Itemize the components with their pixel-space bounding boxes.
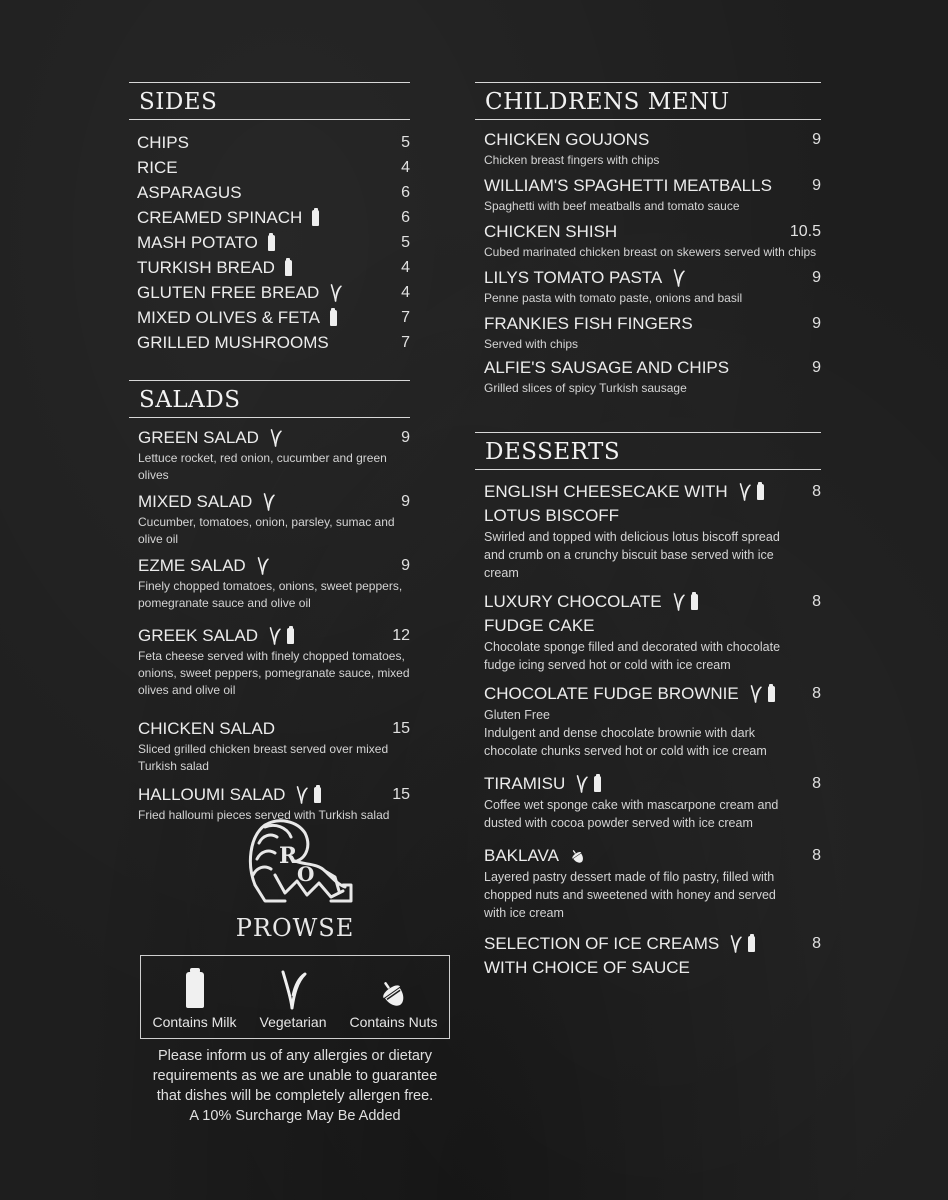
- allergen-icons: [569, 848, 586, 865]
- menu-item: [475, 266, 821, 307]
- menu-item-name: TURKISH BREAD: [137, 258, 275, 277]
- menu-item-name: CHICKEN SHISH: [484, 222, 618, 241]
- legend-milk: [153, 972, 237, 1030]
- menu-item-name: FRANKIES FISH FINGERS: [484, 314, 693, 333]
- childrens-title: CHILDRENS MENU: [475, 82, 821, 120]
- menu-item-name-wrap: [138, 624, 294, 648]
- legend-nuts-label: Contains Nuts: [349, 1014, 438, 1030]
- menu-item-name: ENGLISH CHEESECAKE WITH: [484, 482, 728, 501]
- menu-item-price: 8: [812, 775, 821, 792]
- vegetarian-leaf-icon: [268, 627, 282, 645]
- menu-item-header: [484, 480, 821, 528]
- menu-item-name-block: [484, 682, 775, 706]
- menu-item: [475, 480, 821, 582]
- menu-item-name-wrap: [484, 266, 686, 290]
- menu-item-description: Layered pastry dessert made of filo pastry, filled with chopped nuts and sweetened with honey and served with ice cream: [484, 870, 776, 920]
- allergen-icons: [738, 483, 764, 501]
- menu-item-name: SELECTION OF ICE CREAMS: [484, 934, 720, 953]
- allergen-icons: [256, 557, 270, 575]
- menu-item-name: HALLOUMI SALAD: [138, 785, 286, 804]
- menu-item: [475, 356, 821, 397]
- vegetarian-leaf-icon: [269, 429, 283, 447]
- menu-item-price: 5: [401, 234, 410, 251]
- allergen-icons: [330, 310, 337, 326]
- menu-item-price: 8: [812, 593, 821, 610]
- menu-item-row: [137, 280, 410, 305]
- allergen-icons: [268, 627, 294, 645]
- menu-item-description: Chicken breast fingers with chips: [484, 153, 660, 167]
- surcharge-line: A 10% Surcharge May Be Added: [189, 1108, 401, 1124]
- menu-item-price: 8: [812, 935, 821, 952]
- menu-item-price: 10.5: [789, 223, 821, 240]
- menu-item-header: [484, 356, 821, 380]
- milk-bottle-icon: [748, 936, 755, 952]
- menu-item-price: 8: [812, 483, 821, 500]
- allergen-legend: [140, 955, 450, 1039]
- menu-item-name-wrap: [484, 312, 693, 336]
- menu-item: [129, 554, 410, 612]
- menu-item: [475, 590, 821, 674]
- menu-item-name-wrap: [484, 844, 586, 868]
- allergen-icons: [268, 235, 275, 251]
- menu-item-description: Feta cheese served with finely chopped tomatoes, onions, sweet peppers, pomegranate sauce, mixed olives and olive oil: [138, 649, 410, 697]
- milk-bottle-icon: [268, 235, 275, 251]
- vegetarian-leaf-icon: [672, 593, 686, 611]
- menu-item: [129, 717, 410, 775]
- menu-item-row: [137, 255, 410, 280]
- vegetarian-leaf-icon: [295, 786, 309, 804]
- menu-item-name: CHOCOLATE FUDGE BROWNIE: [484, 684, 739, 703]
- sides-title: SIDES: [129, 82, 410, 120]
- menu-item-header: [484, 128, 821, 152]
- vegetarian-leaf-icon: [738, 483, 752, 501]
- menu-item-name-wrap: [484, 590, 698, 614]
- logo-wordmark: PROWSE: [235, 914, 355, 942]
- menu-item-description: Spaghetti with beef meatballs and tomato sauce: [484, 199, 740, 213]
- menu-item-name-block: [484, 480, 764, 528]
- menu-item-header: [484, 772, 821, 796]
- allergen-icons: [329, 284, 343, 302]
- menu-item-name: RICE: [137, 158, 178, 177]
- menu-item-row: [137, 130, 410, 155]
- menu-item-name: EZME SALAD: [138, 556, 246, 575]
- allergen-icons: [312, 210, 319, 226]
- menu-item-name-block: [484, 128, 649, 152]
- menu-item-name-line-2: LOTUS BISCOFF: [484, 506, 620, 525]
- menu-item-description: Finely chopped tomatoes, onions, sweet peppers, pomegranate sauce and olive oil: [138, 579, 403, 610]
- right-column: [475, 82, 821, 980]
- menu-item: [475, 220, 821, 261]
- menu-item-row: [137, 305, 410, 330]
- menu-item-name: ASPARAGUS: [137, 183, 242, 202]
- legend-vegetarian: [260, 970, 327, 1030]
- milk-bottle-icon: [287, 628, 294, 644]
- menu-item-price: 9: [812, 131, 821, 148]
- menu-item-name-wrap: [484, 174, 772, 198]
- milk-bottle-icon: [768, 686, 775, 702]
- legend-nuts: [350, 978, 438, 1030]
- allergen-icons: [729, 935, 755, 953]
- menu-item-row: [137, 205, 410, 230]
- menu-item-description: Fried halloumi pieces served with Turkish salad: [138, 808, 390, 822]
- milk-bottle-icon: [285, 260, 292, 276]
- menu-item-price: 5: [401, 134, 410, 151]
- menu-item-header: [484, 220, 821, 244]
- menu-item-header: [138, 490, 410, 514]
- menu-item-name-block: [138, 783, 321, 807]
- menu-item-name: CHICKEN SALAD: [138, 719, 275, 738]
- menu-item-description: Gluten Free: [484, 708, 551, 722]
- allergy-line-3: that dishes will be completely allergen free.: [156, 1088, 434, 1104]
- menu-item-header: [484, 932, 821, 980]
- allergen-icons: [749, 685, 775, 703]
- menu-item-name: GLUTEN FREE BREAD: [137, 283, 320, 302]
- desserts-list: [475, 470, 821, 980]
- menu-item-description: Cucumber, tomatoes, onion, parsley, sumac and olive oil: [138, 515, 395, 546]
- menu-item: [475, 174, 821, 215]
- menu-item-name: CHIPS: [137, 133, 189, 152]
- menu-item-name: MIXED OLIVES & FETA: [137, 308, 320, 327]
- left-column: [129, 82, 410, 824]
- svg-text:R: R: [279, 843, 298, 869]
- menu-item-description: Grilled slices of spicy Turkish sausage: [484, 381, 687, 395]
- menu-item-name: LUXURY CHOCOLATE: [484, 592, 662, 611]
- menu-item: [129, 426, 410, 484]
- menu-item-price: 6: [401, 209, 410, 226]
- milk-bottle-icon: [330, 310, 337, 326]
- vegetarian-leaf-icon: [329, 284, 343, 302]
- menu-item-price: 15: [392, 786, 410, 803]
- desserts-section: [475, 432, 821, 980]
- menu-item-header: [484, 312, 821, 336]
- menu-item: [129, 624, 410, 699]
- menu-item-name: TIRAMISU: [484, 774, 566, 793]
- menu-item-header: [138, 717, 410, 741]
- menu-item-description: Coffee wet sponge cake with mascarpone cream and dusted with cocoa powder served with ice cream: [484, 798, 779, 830]
- menu-item-price: 4: [401, 284, 410, 301]
- menu-item-name-wrap: [138, 717, 275, 741]
- allergen-icons: [672, 269, 686, 287]
- menu-item-price: 9: [812, 269, 821, 286]
- menu-item-name-wrap: [138, 554, 270, 578]
- nut-acorn-icon: [569, 848, 586, 865]
- menu-item-price: 7: [401, 309, 410, 326]
- menu-item-name: GREEN SALAD: [138, 428, 259, 447]
- menu-item-name: LILYS TOMATO PASTA: [484, 268, 663, 287]
- menu-item-header: [138, 426, 410, 450]
- allergy-line-1: Please inform us of any allergies or dietary: [157, 1048, 433, 1064]
- menu-item-name-block: [138, 490, 276, 514]
- menu-item-description: Swirled and topped with delicious lotus biscoff spread and crumb on a crunchy biscuit base served with ice cream: [484, 530, 780, 580]
- menu-item-name-wrap: [137, 330, 329, 355]
- menu-item-row: [137, 330, 410, 355]
- nut-acorn-icon: [377, 978, 409, 1010]
- menu-item-header: [138, 554, 410, 578]
- menu-item-name-wrap: [137, 305, 337, 330]
- menu-item-name-wrap: [484, 220, 617, 244]
- menu-item: [475, 932, 821, 980]
- menu-item-name-block: [484, 772, 601, 796]
- menu-item-price: 8: [812, 685, 821, 702]
- menu-item-description-2: Indulgent and dense chocolate brownie with dark chocolate chunks served hot or cold with ice cream: [484, 726, 767, 758]
- prowse-logo: [230, 815, 360, 942]
- menu-item-header: [484, 590, 821, 638]
- menu-item-name-line-2: FUDGE CAKE: [484, 616, 595, 635]
- menu-item-price: 6: [401, 184, 410, 201]
- menu-item-name-block: [138, 426, 283, 450]
- menu-item-name-wrap: [484, 128, 649, 152]
- vegetarian-leaf-icon: [749, 685, 763, 703]
- menu-item-description: Penne pasta with tomato paste, onions and basil: [484, 291, 743, 305]
- menu-item-name-block: [138, 717, 275, 741]
- menu-item-price: 9: [401, 493, 410, 510]
- menu-item-header: [484, 682, 821, 706]
- menu-item-name-block: [138, 624, 294, 648]
- milk-bottle-icon: [594, 776, 601, 792]
- vegetarian-leaf-icon: [256, 557, 270, 575]
- menu-item-name: MASH POTATO: [137, 233, 258, 252]
- menu-item-name: CREAMED SPINACH: [137, 208, 303, 227]
- menu-item-name: GREEK SALAD: [138, 626, 258, 645]
- menu-item: [475, 128, 821, 169]
- childrens-section: [475, 82, 821, 432]
- vegetarian-leaf-icon: [729, 935, 743, 953]
- menu-item: [475, 844, 821, 922]
- menu-item: [475, 772, 821, 832]
- menu-item-row: [137, 230, 410, 255]
- menu-item-name-wrap: [484, 772, 601, 796]
- menu-item-row: [137, 180, 410, 205]
- legend-vegetarian-label: Vegetarian: [259, 1014, 327, 1030]
- menu-item-header: [484, 266, 821, 290]
- menu-item-price: 8: [812, 847, 821, 864]
- menu-item-name-wrap: [484, 480, 764, 504]
- salads-section: [129, 380, 410, 824]
- menu-item-name-block: [484, 220, 617, 244]
- menu-item-name-block: [484, 312, 693, 336]
- menu-item-name-block: [138, 554, 270, 578]
- menu-item-name-line-2: WITH CHOICE OF SAUCE: [484, 958, 690, 977]
- milk-bottle-icon: [186, 972, 204, 1008]
- salads-title: SALADS: [129, 380, 410, 418]
- menu-item: [475, 682, 821, 760]
- menu-item-name: GRILLED MUSHROOMS: [137, 333, 329, 352]
- menu-item-name-wrap: [137, 130, 189, 155]
- menu-item-name: BAKLAVA: [484, 846, 559, 865]
- salads-list: [129, 418, 410, 824]
- menu-item-name: ALFIE'S SAUSAGE AND CHIPS: [484, 358, 730, 377]
- sides-section: [129, 82, 410, 380]
- menu-item-description: Chocolate sponge filled and decorated with chocolate fudge icing served hot or cold with ice cream: [484, 640, 781, 672]
- menu-item-price: 9: [812, 177, 821, 194]
- menu-item-row: [137, 155, 410, 180]
- vegetarian-leaf-icon: [279, 970, 307, 1010]
- menu-item-name: WILLIAM'S SPAGHETTI MEATBALLS: [484, 176, 772, 195]
- lion-logo-icon: [235, 815, 355, 907]
- menu-item-name-wrap: [137, 255, 292, 280]
- allergy-line-2: requirements as we are unable to guarantee: [152, 1068, 438, 1084]
- menu-item-name: MIXED SALAD: [138, 492, 253, 511]
- menu-item-name-wrap: [138, 490, 276, 514]
- menu-item-name-wrap: [484, 682, 775, 706]
- menu-item-price: 15: [392, 720, 410, 737]
- menu-item-name-block: [484, 590, 698, 638]
- menu-item-price: 4: [401, 259, 410, 276]
- allergen-icons: [672, 593, 698, 611]
- menu-item-name-block: [484, 174, 772, 198]
- allergen-icons: [269, 429, 283, 447]
- menu-item-price: 9: [401, 557, 410, 574]
- menu-item-header: [484, 174, 821, 198]
- allergen-icons: [575, 775, 601, 793]
- sides-list: [129, 120, 410, 355]
- menu-item-description: Lettuce rocket, red onion, cucumber and green olives: [138, 451, 387, 482]
- svg-text:O: O: [297, 862, 315, 886]
- menu-item-name-wrap: [138, 426, 283, 450]
- menu-item-description: Served with chips: [484, 337, 579, 351]
- menu-item-price: 9: [401, 429, 410, 446]
- menu-item-description: Cubed marinated chicken breast on skewers served with chips: [484, 245, 817, 259]
- menu-item-name-wrap: [484, 356, 729, 380]
- vegetarian-leaf-icon: [262, 493, 276, 511]
- vegetarian-leaf-icon: [575, 775, 589, 793]
- legend-milk-label: Contains Milk: [152, 1014, 237, 1030]
- menu-item-name-wrap: [137, 155, 178, 180]
- menu-item-name-wrap: [137, 180, 242, 205]
- menu-item-name-block: [484, 266, 686, 290]
- vegetarian-leaf-icon: [672, 269, 686, 287]
- menu-item-price: 9: [812, 315, 821, 332]
- menu-item-price: 9: [812, 359, 821, 376]
- menu-item-description: Sliced grilled chicken breast served over mixed Turkish salad: [138, 742, 389, 773]
- desserts-title: DESSERTS: [475, 432, 821, 470]
- menu-item-price: 4: [401, 159, 410, 176]
- menu-item-price: 12: [392, 627, 410, 644]
- allergen-icons: [262, 493, 276, 511]
- allergen-icons: [285, 260, 292, 276]
- milk-bottle-icon: [314, 787, 321, 803]
- menu-item-name-wrap: [484, 932, 755, 956]
- menu-item-name-wrap: [138, 783, 321, 807]
- menu-item-name-block: [484, 356, 729, 380]
- menu-item: [129, 490, 410, 548]
- menu-item-name-wrap: [137, 280, 343, 305]
- menu-item: [475, 312, 821, 353]
- menu-item-name-wrap: [137, 230, 275, 255]
- menu-item-name-wrap: [137, 205, 319, 230]
- menu-item-name-block: [484, 932, 755, 980]
- menu-item-name: CHICKEN GOUJONS: [484, 130, 650, 149]
- milk-bottle-icon: [757, 484, 764, 500]
- allergy-notice: [140, 1046, 450, 1126]
- menu-item-header: [138, 783, 410, 807]
- menu-item-header: [484, 844, 821, 868]
- menu-item-price: 7: [401, 334, 410, 351]
- menu-item-name-block: [484, 844, 586, 868]
- milk-bottle-icon: [312, 210, 319, 226]
- allergen-icons: [295, 786, 321, 804]
- childrens-list: [475, 120, 821, 397]
- menu-item-header: [138, 624, 410, 648]
- milk-bottle-icon: [691, 594, 698, 610]
